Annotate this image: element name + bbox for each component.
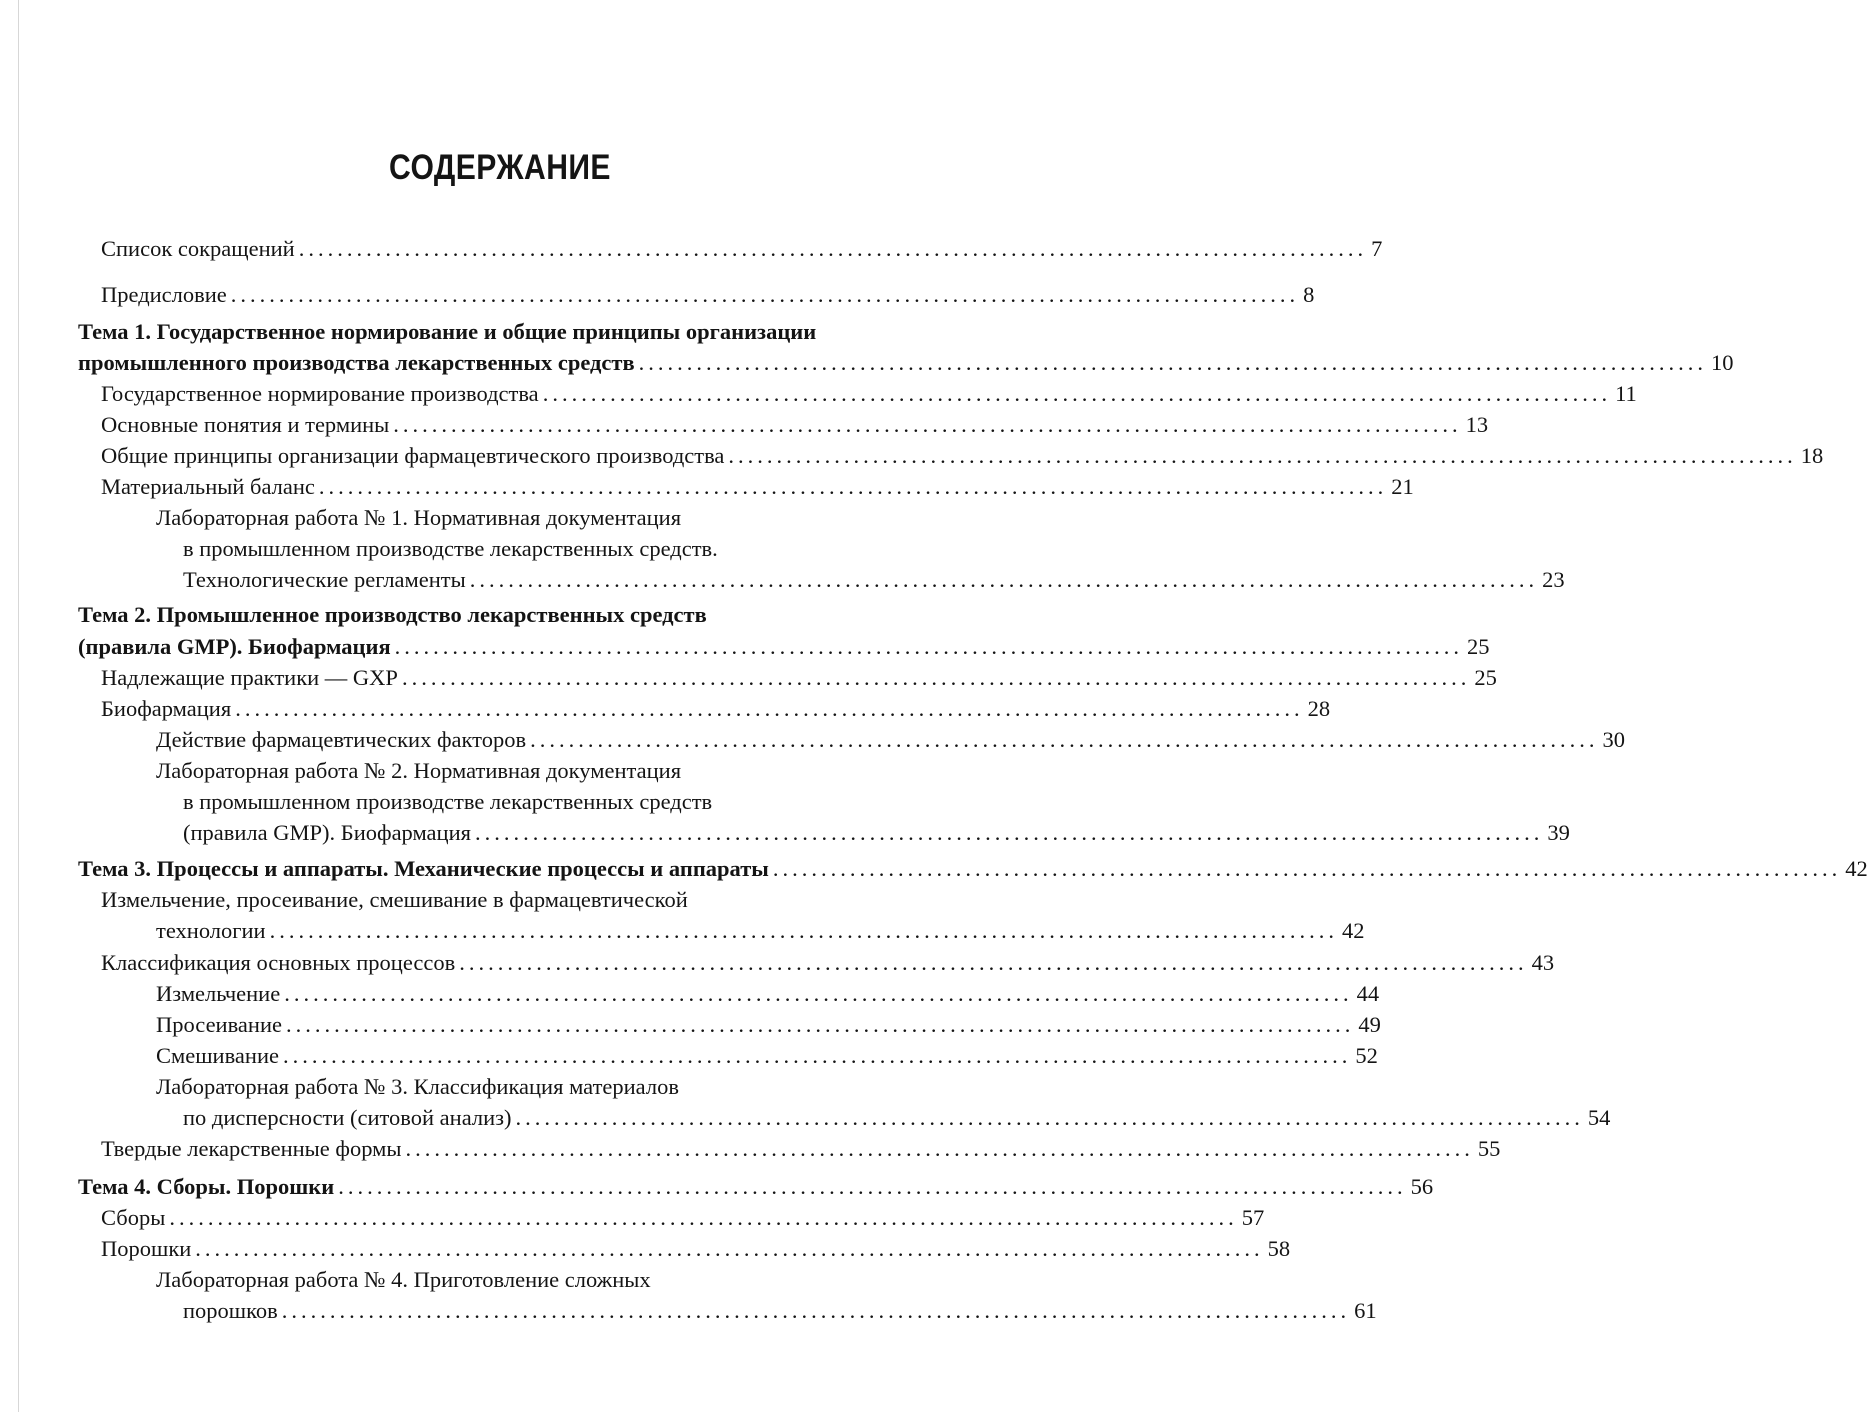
leader-dots: ...............................................................................................................: [638, 350, 1707, 375]
toc-lab-entry: (правила GMP). Биофармация ............................................................................................................... 39: [183, 817, 892, 848]
toc-topic-heading: промышленного производства лекарственных средств ............................................................................................................... 10: [78, 347, 892, 378]
leader-dots: ...............................................................................................................: [284, 981, 1353, 1006]
toc-entry: технологии ............................................................................................................... 42: [156, 915, 892, 946]
leader-dots: ...............................................................................................................: [281, 1298, 1351, 1323]
toc-subentry: Измельчение ............................................................................................................... 44: [156, 978, 892, 1009]
leader-dots: ...............................................................................................................: [338, 1174, 1407, 1199]
toc-entry: Твердые лекарственные формы ............................................................................................................... 55: [101, 1133, 892, 1164]
leader-dots: ...............................................................................................................: [285, 1012, 1355, 1037]
toc-lab-entry: Лабораторная работа № 1. Нормативная документация: [156, 505, 682, 530]
toc-entry: Сборы ............................................................................................................... 57: [101, 1202, 892, 1233]
toc-topic-heading: Тема 4. Сборы. Порошки ............................................................................................................... 56: [78, 1171, 892, 1202]
leader-dots: ...............................................................................................................: [542, 381, 1612, 406]
leader-dots: ...............................................................................................................: [318, 474, 1388, 499]
toc-topic-heading: Тема 3. Процессы и аппараты. Механические процессы и аппараты ............................................................................................................... 42: [78, 853, 892, 884]
toc-entry: Надлежащие практики — GXP ............................................................................................................... 25: [101, 662, 892, 693]
leader-dots: ...............................................................................................................: [230, 282, 1300, 307]
leader-dots: ...............................................................................................................: [728, 443, 1797, 468]
toc-entry: Предисловие ............................................................................................................... 8: [101, 279, 892, 310]
toc-lab-entry: в промышленном производстве лекарственных средств: [183, 789, 713, 814]
leader-dots: ...............................................................................................................: [474, 820, 1544, 845]
leader-dots: ...............................................................................................................: [469, 567, 1539, 592]
toc-entry: Основные понятия и термины ............................................................................................................... 13: [101, 409, 892, 440]
leader-dots: ...............................................................................................................: [530, 727, 1599, 752]
toc-entry: Измельчение, просеивание, смешивание в фармацевтической: [101, 887, 688, 912]
leader-dots: ...............................................................................................................: [235, 696, 1304, 721]
leader-dots: ...............................................................................................................: [401, 665, 1471, 690]
toc-entry: Список сокращений ............................................................................................................... 7: [101, 233, 892, 264]
toc-subentry: Смешивание ............................................................................................................... 52: [156, 1040, 892, 1071]
toc-subentry: Действие фармацевтических факторов ............................................................................................................... 30: [156, 724, 892, 755]
toc-entry: Государственное нормирование производства ............................................................................................................... 11: [101, 378, 892, 409]
leader-dots: ...............................................................................................................: [394, 634, 1464, 659]
toc-lab-entry: Лабораторная работа № 3. Классификация материалов: [156, 1074, 679, 1099]
page-title: СОДЕРЖАНИЕ: [389, 148, 611, 187]
toc-entry: Биофармация ............................................................................................................... 28: [101, 693, 892, 724]
toc-lab-entry: порошков ............................................................................................................... 61: [183, 1295, 892, 1326]
toc-subentry: Просеивание ............................................................................................................... 49: [156, 1009, 892, 1040]
leader-dots: ...............................................................................................................: [282, 1043, 1352, 1068]
toc-topic-heading: Тема 2. Промышленное производство лекарственных средств: [78, 602, 707, 627]
toc-entry: Классификация основных процессов ............................................................................................................... 43: [101, 947, 892, 978]
toc-lab-entry: в промышленном производстве лекарственных средств.: [183, 536, 718, 561]
toc-lab-entry: Технологические регламенты ............................................................................................................... 23: [183, 564, 892, 595]
leader-dots: ...............................................................................................................: [772, 856, 1842, 881]
toc-lab-entry: Лабораторная работа № 4. Приготовление сложных: [156, 1267, 651, 1292]
leader-dots: ...............................................................................................................: [298, 236, 1368, 261]
leader-dots: ...............................................................................................................: [515, 1105, 1584, 1130]
leader-dots: ...............................................................................................................: [269, 918, 1338, 943]
leader-dots: ...............................................................................................................: [405, 1136, 1474, 1161]
toc-lab-entry: по дисперсности (ситовой анализ) ............................................................................................................... 54: [183, 1102, 892, 1133]
leader-dots: ...............................................................................................................: [459, 950, 1528, 975]
leader-dots: ...............................................................................................................: [169, 1205, 1238, 1230]
toc-topic-heading: Тема 1. Государственное нормирование и общие принципы организации: [78, 319, 817, 344]
toc-topic-heading: (правила GMP). Биофармация ............................................................................................................... 25: [78, 631, 892, 662]
leader-dots: ...............................................................................................................: [393, 412, 1462, 437]
toc-entry: Порошки ............................................................................................................... 58: [101, 1233, 892, 1264]
toc-entry: Общие принципы организации фармацевтического производства ............................................................................................................... 18: [101, 440, 892, 471]
toc-lab-entry: Лабораторная работа № 2. Нормативная документация: [156, 758, 682, 783]
toc-entry: Материальный баланс ............................................................................................................... 21: [101, 471, 892, 502]
leader-dots: ...............................................................................................................: [195, 1236, 1264, 1261]
